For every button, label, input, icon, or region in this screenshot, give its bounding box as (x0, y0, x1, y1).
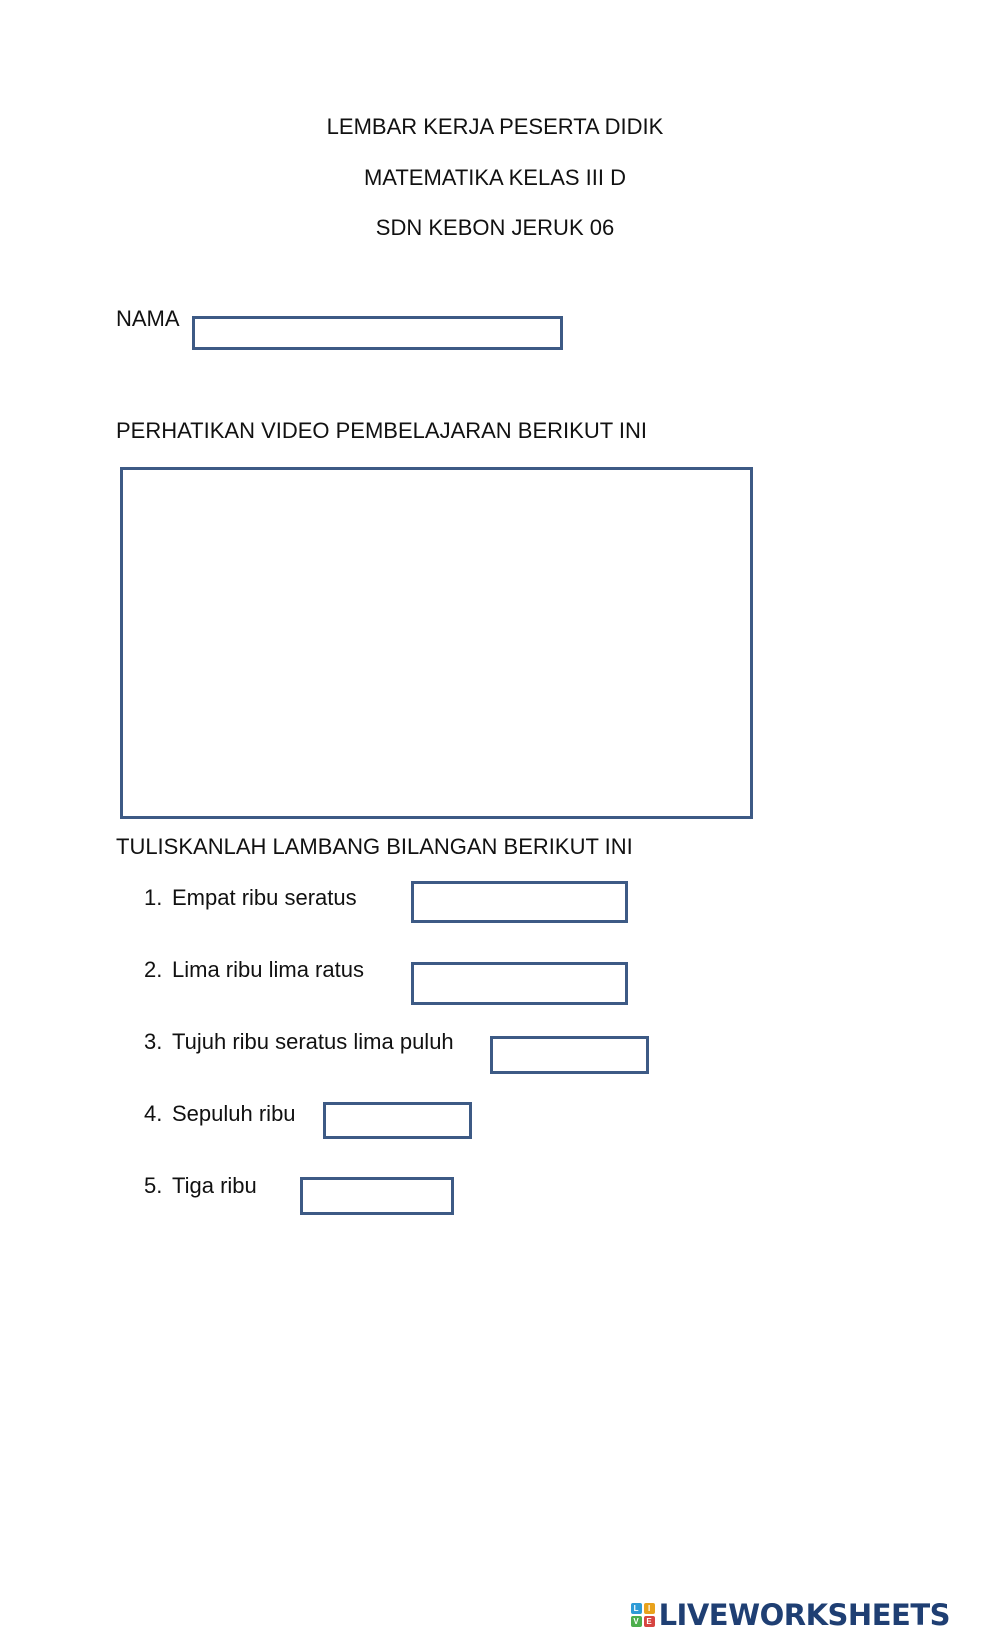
question-number: 5. (144, 1173, 163, 1198)
question-item (144, 1173, 257, 1199)
question-item (144, 885, 357, 911)
question-number: 2. (144, 957, 163, 982)
question-text: Tiga ribu (172, 1173, 257, 1198)
answer-input-2[interactable] (411, 962, 628, 1005)
question-number: 1. (144, 885, 163, 910)
brand-name: LIVEWORKSHEETS (658, 1598, 950, 1632)
logo-block: L (631, 1603, 642, 1614)
answer-input-3[interactable] (490, 1036, 649, 1074)
answer-input-4[interactable] (323, 1102, 472, 1139)
name-input[interactable] (192, 316, 563, 350)
name-label: NAMA (116, 306, 180, 331)
logo-block: I (644, 1603, 655, 1614)
answer-input-1[interactable] (411, 881, 628, 923)
question-text: Lima ribu lima ratus (172, 957, 364, 982)
question-item (144, 1029, 454, 1055)
school-name: SDN KEBON JERUK 06 (375, 215, 615, 240)
class-subtitle: MATEMATIKA KELAS III D (363, 165, 627, 190)
logo-blocks-icon (631, 1603, 655, 1627)
exercise-instruction: TULISKANLAH LAMBANG BILANGAN BERIKUT INI (116, 834, 633, 859)
answer-input-5[interactable] (300, 1177, 454, 1215)
question-item (144, 957, 364, 983)
logo-block: E (644, 1616, 655, 1627)
liveworksheets-logo (631, 1596, 950, 1634)
video-player[interactable] (120, 467, 753, 819)
question-item (144, 1101, 296, 1127)
logo-block: V (631, 1616, 642, 1627)
question-text: Sepuluh ribu (172, 1101, 296, 1126)
question-text: Empat ribu seratus (172, 885, 357, 910)
question-number: 4. (144, 1101, 163, 1126)
question-text: Tujuh ribu seratus lima puluh (172, 1029, 454, 1054)
video-section-label: PERHATIKAN VIDEO PEMBELAJARAN BERIKUT INI (116, 418, 647, 443)
worksheet-title: LEMBAR KERJA PESERTA DIDIK (326, 114, 664, 139)
question-number: 3. (144, 1029, 163, 1054)
